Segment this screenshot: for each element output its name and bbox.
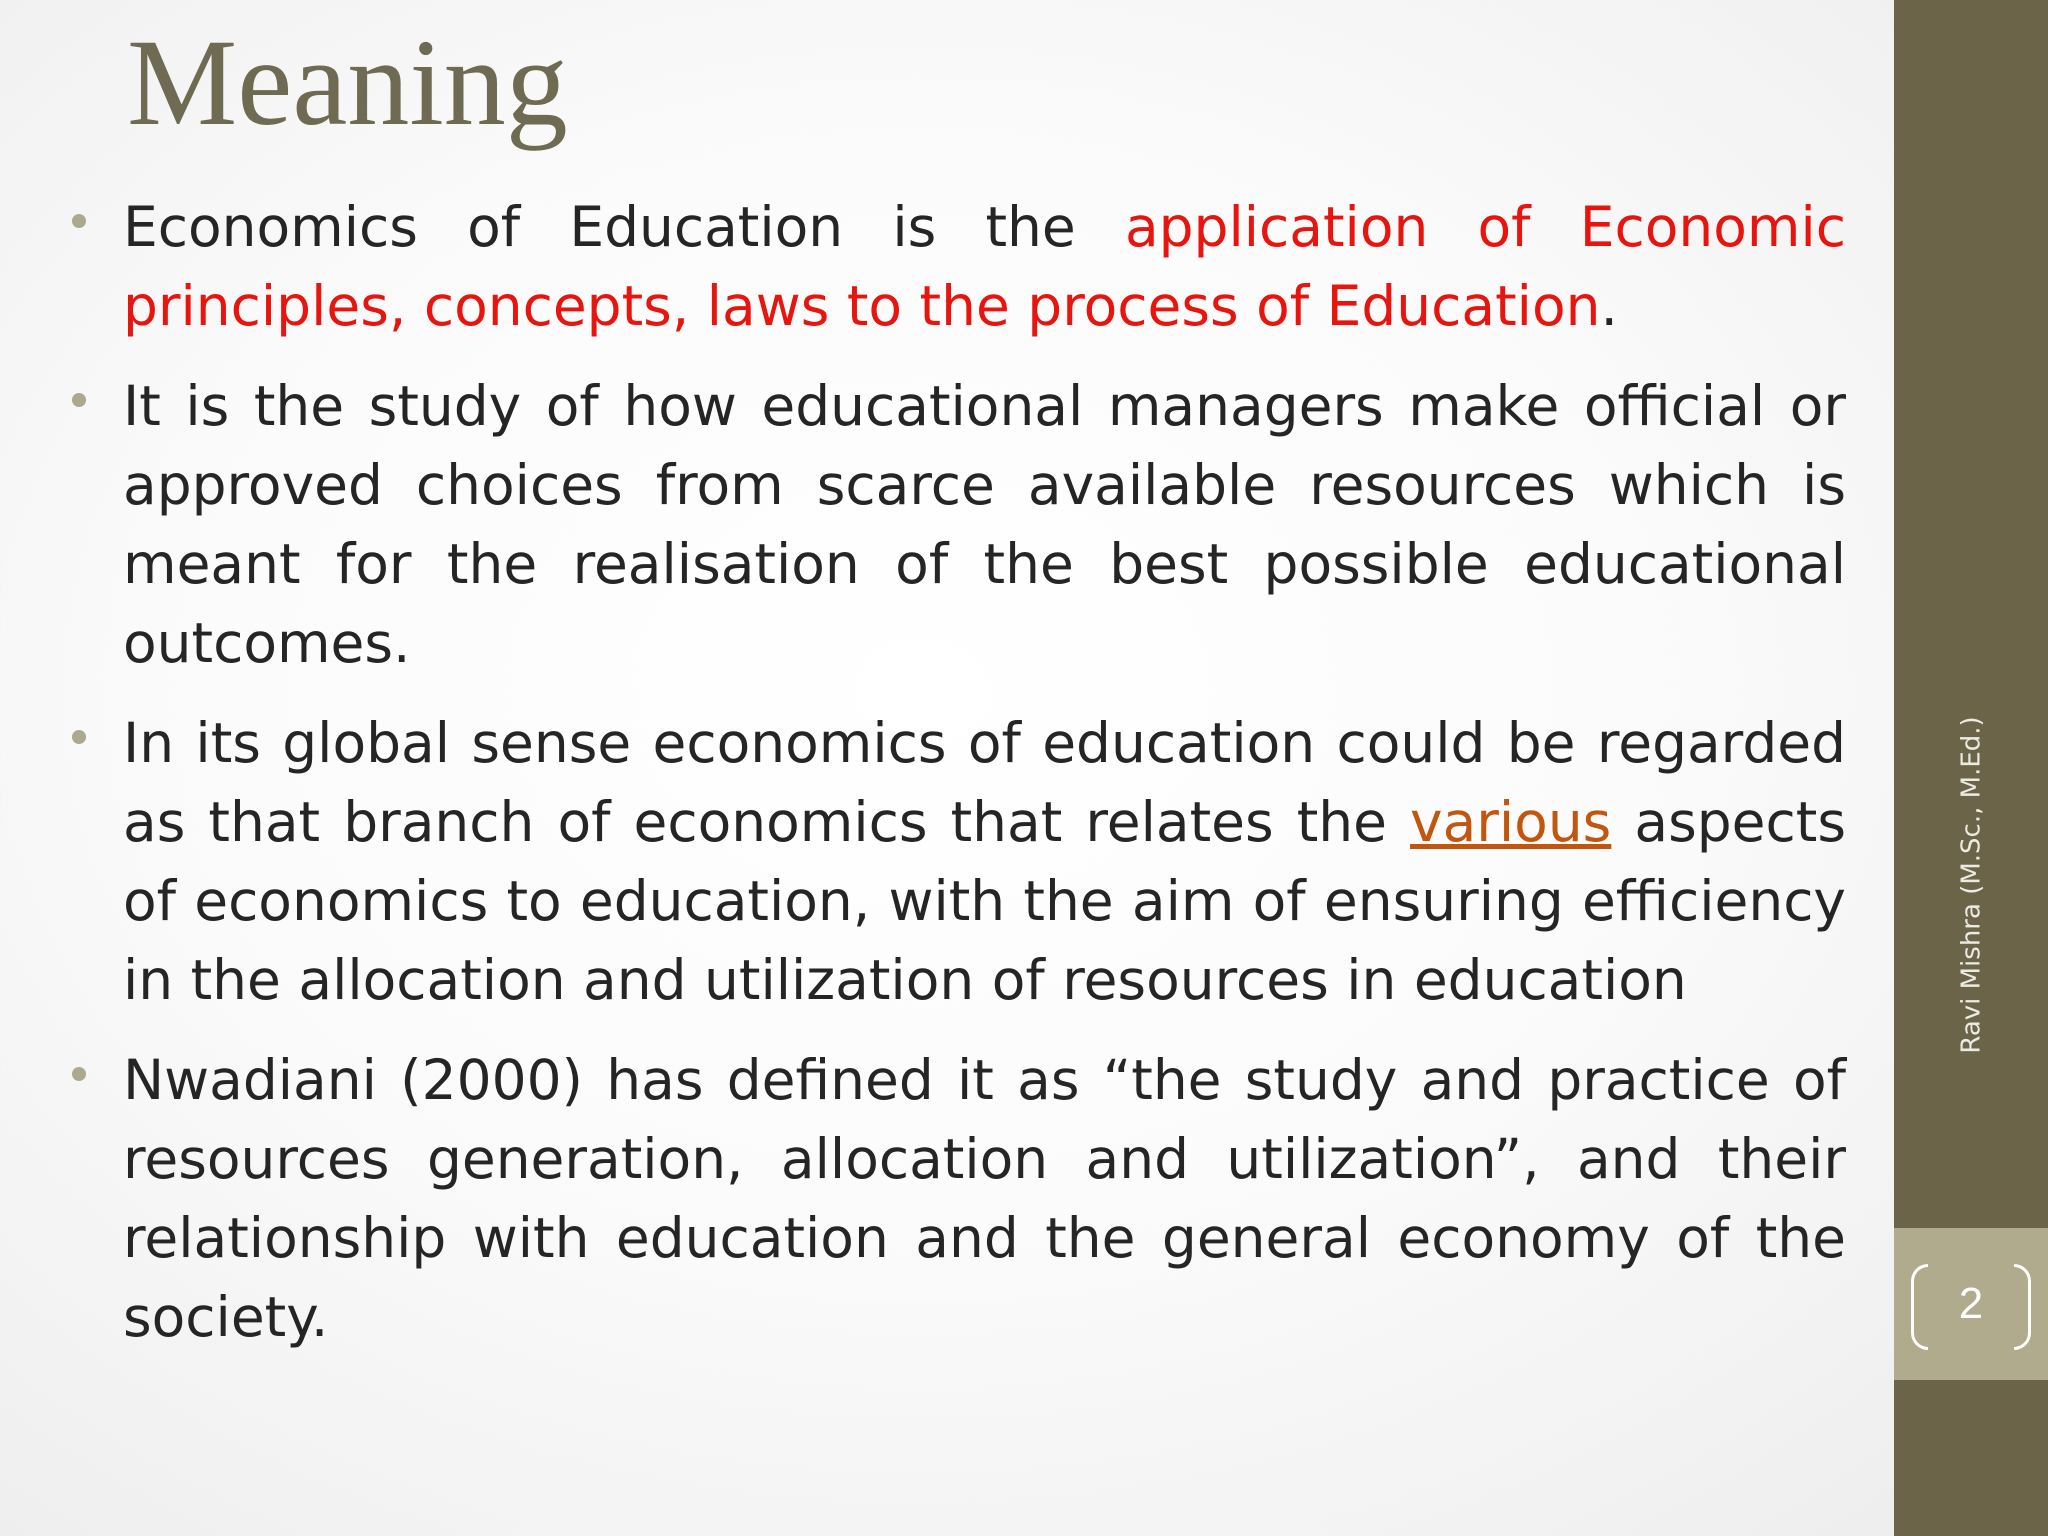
bullet-item — [70, 188, 1846, 346]
right-brace-icon — [2014, 1264, 2031, 1350]
bullet-dot-icon — [72, 214, 86, 228]
highlighted-definition: application of Economic principles, concepts, laws to the process of Education — [123, 195, 1846, 338]
various-link[interactable]: various — [1410, 790, 1612, 854]
bullet-item — [70, 704, 1846, 1020]
bullet-item — [70, 1041, 1846, 1357]
bullet-text — [123, 1041, 1846, 1357]
bullet-text-span: Economics of Education is the — [123, 195, 1125, 259]
bullet-dot-icon — [72, 393, 86, 407]
bullet-text-span: Nwadiani (2000) has defined it as “the study and practice of resources generation, allocation and utilization”, and their relationship with education and the general economy of the society. — [123, 1048, 1846, 1349]
bullet-item — [70, 367, 1846, 683]
bullet-text — [123, 704, 1846, 1020]
bullet-text-span: aspects of economics to education, with the aim of ensuring efficiency in the allocation and utilization of resources in education — [123, 790, 1846, 1012]
bullet-text — [123, 188, 1846, 346]
bullet-dot-icon — [72, 730, 86, 744]
page-number-block — [1894, 1228, 2048, 1380]
bullet-list — [70, 188, 1846, 1378]
author-credit: Ravi Mishra (M.Sc., M.Ed.) — [1957, 716, 1987, 1054]
page-number: 2 — [1958, 1279, 1984, 1328]
slide-title: Meaning — [127, 14, 568, 151]
bullet-text-span: . — [1600, 274, 1618, 338]
bullet-text — [123, 367, 1846, 683]
bullet-text-span: In its global sense economics of education could be regarded as that branch of economics that relates the — [123, 711, 1846, 854]
author-container — [1887, 535, 2048, 1235]
bullet-dot-icon — [72, 1067, 86, 1081]
bullet-text-span: It is the study of how educational managers make official or approved choices from scarce available resources which is meant for the realisation of the best possible educational outcomes. — [123, 374, 1846, 675]
